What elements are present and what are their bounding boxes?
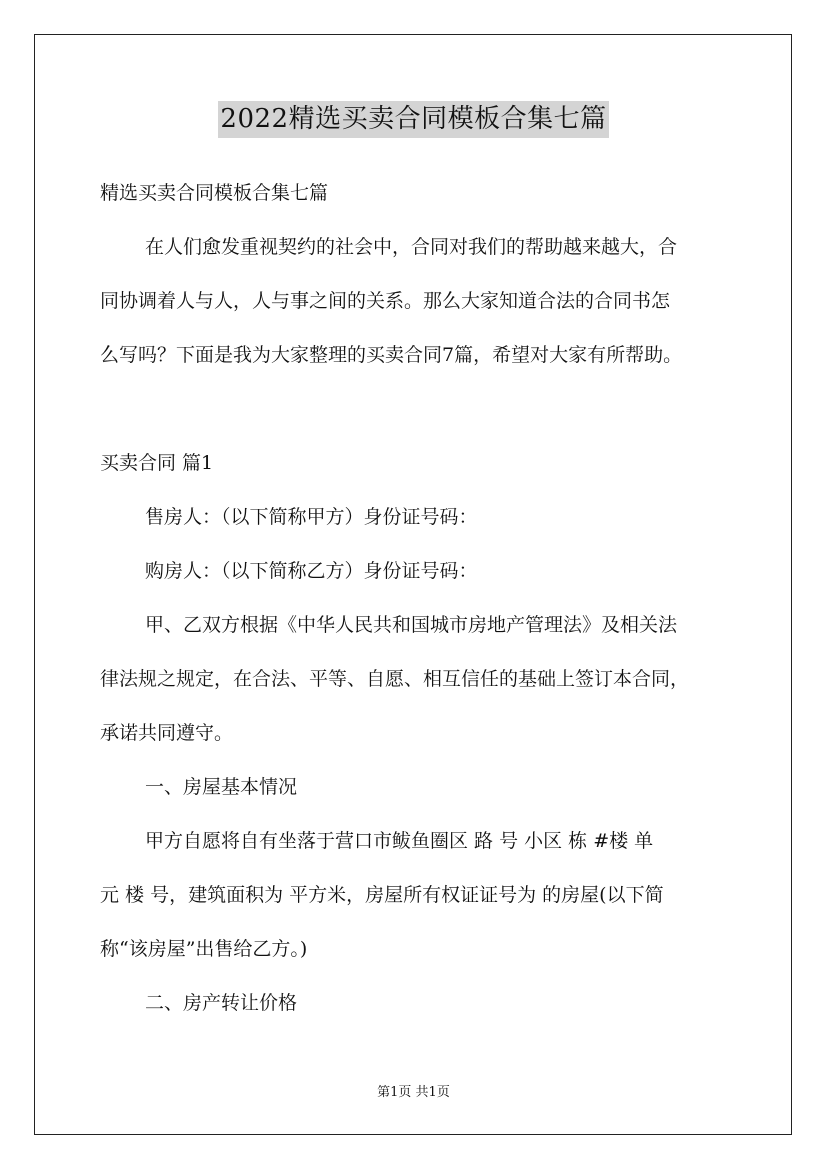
intro-line-3: 么写吗？下面是我为大家整理的买卖合同7篇，希望对大家有所帮助。 [100,344,683,366]
clause-1-line-1: 甲方自愿将自有坐落于营口市鲅鱼圈区 路 号 小区 栋 #楼 单 [145,830,654,852]
document-title: 2022精选买卖合同模板合集七篇 [0,100,827,138]
clause-1-line-2: 元 楼 号，建筑面积为 平方米，房屋所有权证证号为 的房屋(以下简 [100,884,664,906]
basis-line-1: 甲、乙双方根据《中华人民共和国城市房地产管理法》及相关法 [145,614,678,636]
intro-line-1: 在人们愈发重视契约的社会中，合同对我们的帮助越来越大，合 [145,236,678,258]
section-heading: 买卖合同 篇1 [100,452,214,474]
document-subtitle: 精选买卖合同模板合集七篇 [100,182,329,204]
clause-1-line-3: 称“该房屋”出售给乙方。) [100,938,308,960]
clause-1-heading: 一、房屋基本情况 [145,776,298,798]
basis-line-2: 律法规之规定，在合法、平等、自愿、相互信任的基础上签订本合同， [100,668,690,690]
page-footer: 第1页 共1页 [377,1085,450,1100]
clause-2-heading: 二、房产转让价格 [145,992,298,1014]
seller-line: 售房人：（以下简称甲方）身份证号码： [145,506,478,528]
buyer-line: 购房人：（以下简称乙方）身份证号码： [145,560,478,582]
intro-line-2: 同协调着人与人，人与事之间的关系。那么大家知道合法的合同书怎 [100,290,671,312]
basis-line-3: 承诺共同遵守。 [100,722,234,744]
